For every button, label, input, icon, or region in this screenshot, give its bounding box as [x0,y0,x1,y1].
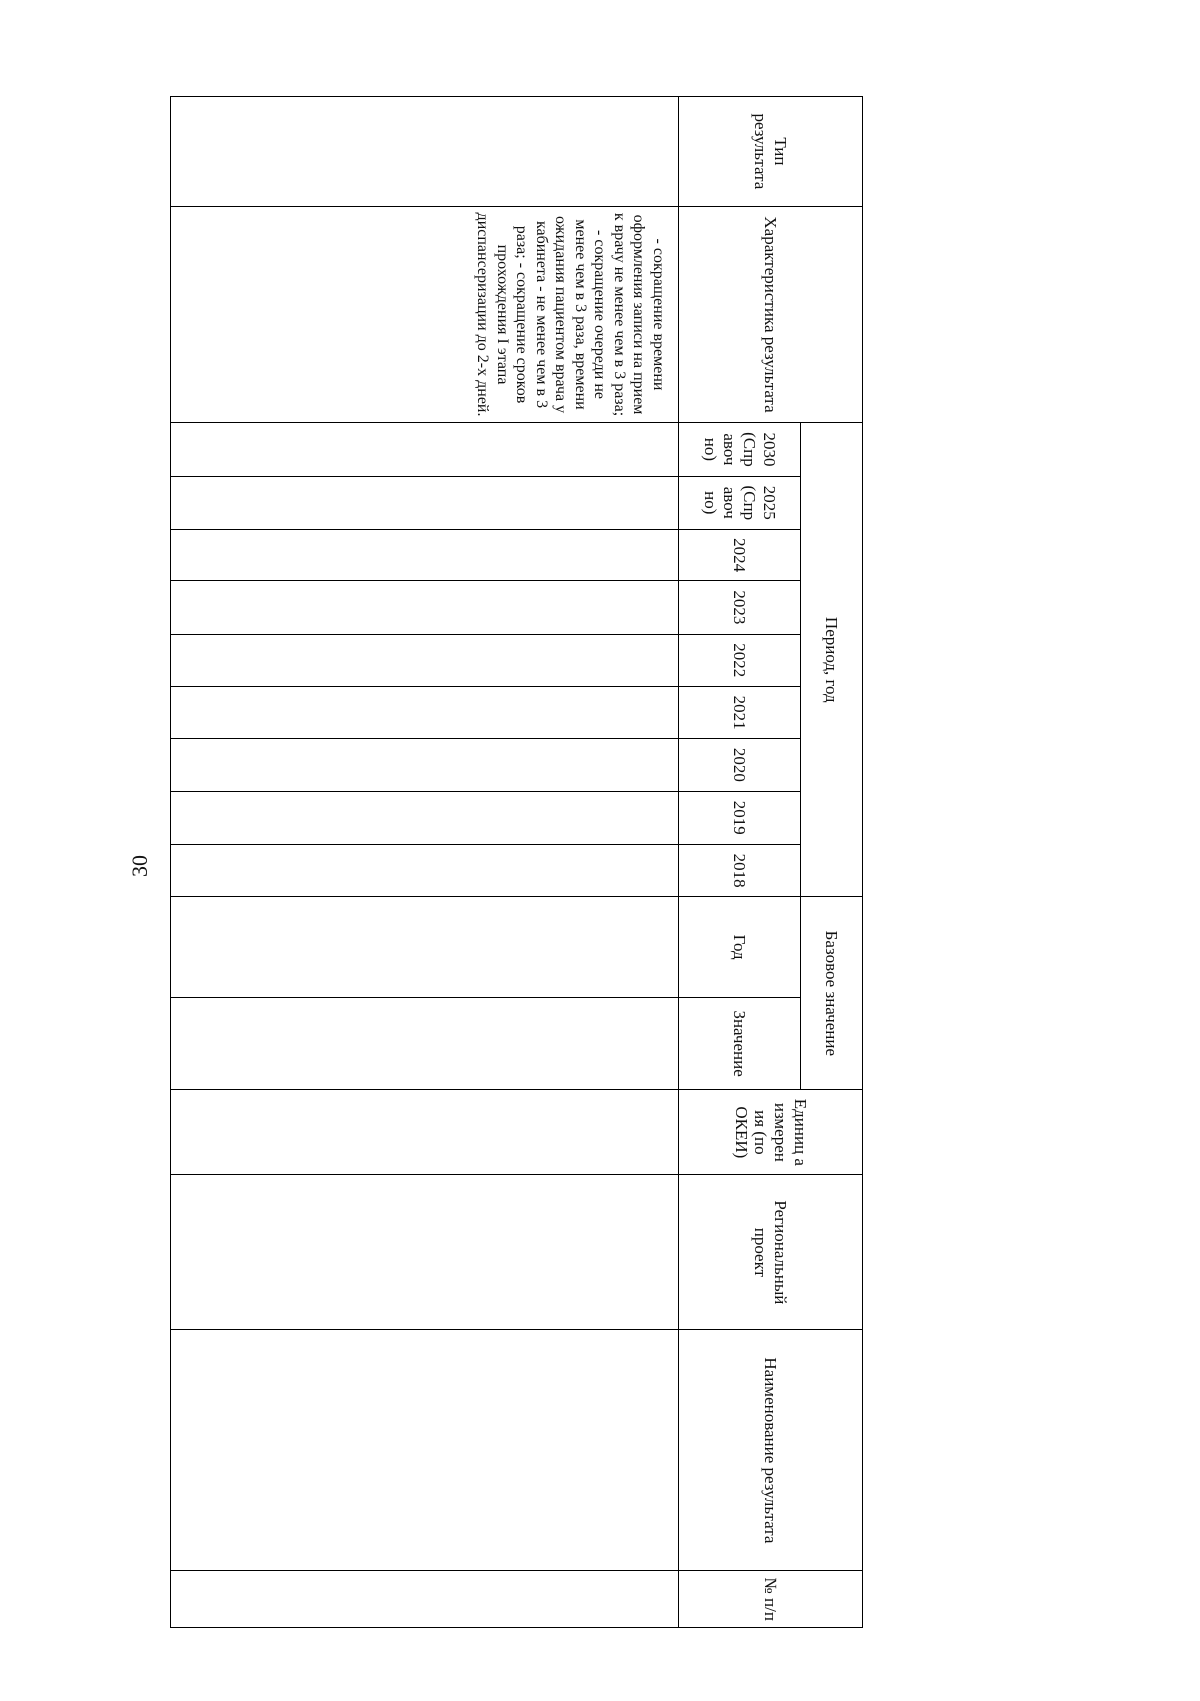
page-number: 30 [127,855,152,877]
cell-type [171,97,679,207]
header-year-2024: 2024 [679,529,801,580]
header-year-2025: 2025 (Спр авоч но) [679,476,801,529]
cell-year-2018 [171,844,679,896]
table-row [171,97,679,1628]
header-regional-project: Региональный проект [679,1175,863,1330]
header-name: Наименование результата [679,1330,863,1571]
header-year-2030: 2030 (Спр авоч но) [679,423,801,476]
cell-year-2024 [171,529,679,580]
header-year-2018: 2018 [679,844,801,896]
header-base-value: Базовое значение [801,897,863,1090]
cell-year-2023 [171,581,679,634]
header-number: № п/п [679,1571,863,1628]
header-year-2019: 2019 [679,791,801,844]
cell-year-2021 [171,686,679,738]
cell-unit [171,1090,679,1175]
header-type: Тип результата [679,97,863,207]
header-base-val: Значение [679,997,801,1089]
header-base-year: Год [679,897,801,998]
header-period: Период, год [801,423,863,897]
cell-regional-project [171,1175,679,1330]
header-unit: Единиц а измерен ия (по ОКЕИ) [679,1090,863,1175]
cell-base-val [171,997,679,1089]
cell-year-2020 [171,739,679,791]
header-characteristic: Характеристика результата [679,206,863,422]
cell-year-2019 [171,791,679,844]
cell-number [171,1571,679,1628]
header-row-1 [801,97,863,1628]
cell-year-2022 [171,634,679,686]
cell-base-year [171,897,679,998]
header-year-2020: 2020 [679,739,801,791]
cell-name [171,1330,679,1571]
header-year-2023: 2023 [679,581,801,634]
header-year-2021: 2021 [679,686,801,738]
cell-characteristic: - сокращение времени оформления записи на прием к врачу не менее чем в 3 раза; - сокращение очереди не менее чем в 3 раза, времени ожидания пациентом врача у кабинета - не менее чем в 3 раза; - сокращение сроков прохождения I этапа диспансеризации до 2-х дней. [171,206,679,422]
results-table [170,96,863,1628]
header-year-2022: 2022 [679,634,801,686]
cell-year-2025 [171,476,679,529]
rotated-table-wrapper [170,96,863,1628]
cell-year-2030 [171,423,679,476]
